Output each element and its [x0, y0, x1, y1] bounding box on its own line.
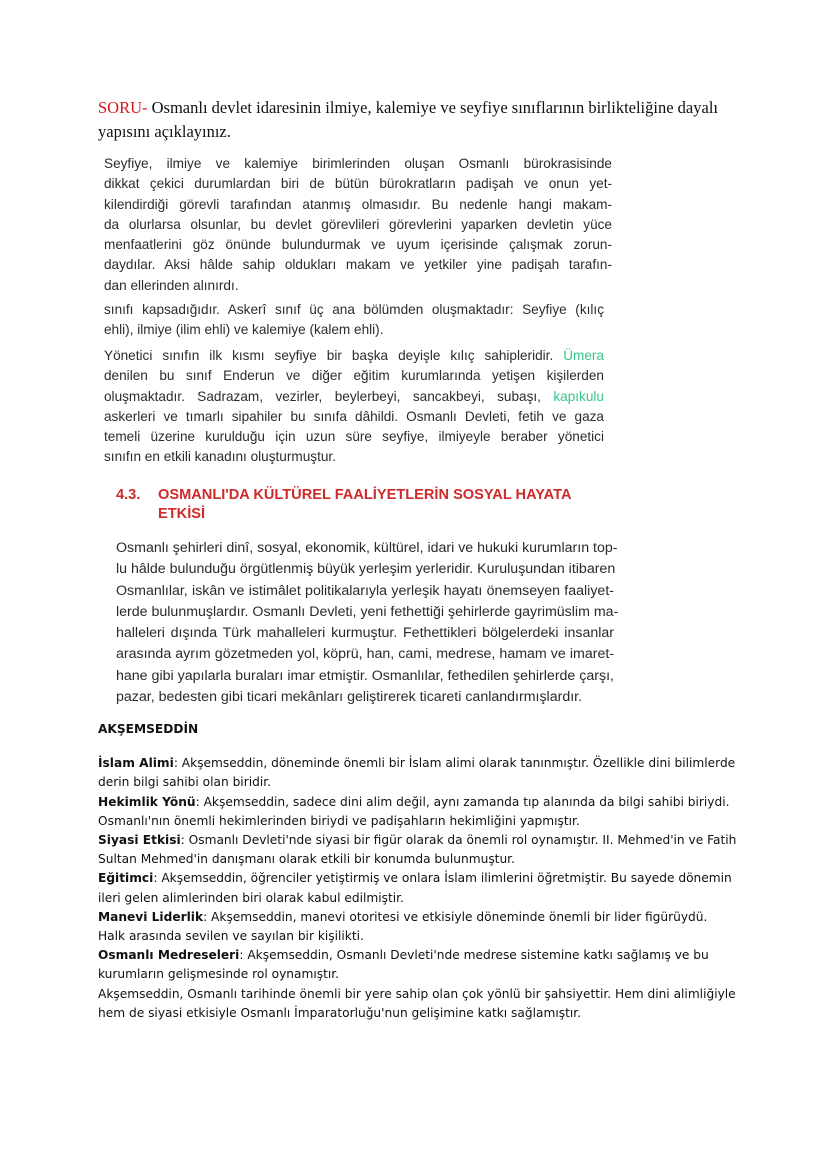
- highlighted-term-kapikulu: kapıkulu: [553, 388, 604, 404]
- biography-item: [98, 946, 738, 984]
- section-number: 4.3.: [116, 487, 141, 503]
- excerpt-line: [104, 346, 604, 366]
- excerpt-line: lerde bulunmuşlardır. Osmanlı Devleti, yeni fethettiği şehirlerde gayrimüslim ma-: [116, 603, 619, 620]
- biography-text: : Akşemseddin, Osmanlı Devleti'nde medrese sistemine katkı sağlamış ve bu kurumların gelişmesinde rol oynamıştır.: [98, 948, 709, 982]
- excerpt-line: sınıfın en etkili kanadını oluşturmuştur.: [104, 449, 336, 465]
- excerpt-line: ehli), ilmiye (ilim ehli) ve kalemiye (kalem ehli).: [104, 322, 384, 338]
- excerpt-line: askerleri ve tımarlı sipahiler bu sınıfa dâhildi. Osmanlı Devleti, fetih ve gaza: [104, 408, 604, 424]
- excerpt-line: dikkat çekici durumlardan biri de bütün bürokratların padişah ve onun yet-: [104, 176, 612, 192]
- excerpt-line: kilendirdiği görevli tarafından atanmış olmasıdır. Bu nedenle hangi makam-: [104, 196, 612, 212]
- excerpt-line: denilen bu sınıf Enderun ve diğer eğitim kurumlarında yetişen kişilerden: [104, 368, 604, 384]
- excerpt-line: sınıfı kapsadığıdır. Askerî sınıf üç ana bölümden oluşmaktadır: Seyfiye (kılıç: [104, 302, 604, 317]
- biography-item: [98, 908, 738, 946]
- textbook-excerpt-bureaucracy: [104, 154, 612, 296]
- biography-item: [98, 754, 738, 792]
- biography-item: [98, 793, 738, 831]
- excerpt-line: temeli üzerine kurulduğu için uzun süre seyfiye, ilmiyeyle beraber yönetici: [104, 429, 604, 445]
- excerpt-line: hane gibi yapılarla buraları imar etmiştir. Osmanlılar, fethedilen şehirlerde çarşı,: [116, 667, 614, 684]
- excerpt-line: lu hâlde bulunduğu örgütlenmiş büyük yerleşim yerleridir. Kuruluşundan itibaren: [116, 561, 616, 578]
- excerpt-line: arasında ayrım gözetmeden yol, köprü, han, cami, medrese, hamam ve imaret-: [116, 646, 614, 663]
- biography-text: : Akşemseddin, öğrenciler yetiştirmiş ve onlara İslam ilimlerini öğretmiştir. Bu sayede dönemin ileri gelen alimlerinden biri olarak kabul edilmiştir.: [98, 871, 732, 905]
- biography-term: Eğitimci: [98, 871, 154, 886]
- excerpt-line: dan ellerinden alınırdı.: [104, 277, 239, 293]
- excerpt-line: pazar, bedesten gibi ticari mekânları geliştirerek ticareti canlandırmışlardır.: [116, 689, 583, 706]
- excerpt-line: [104, 387, 604, 407]
- textbook-excerpt-seyfiye: [104, 346, 604, 468]
- biography-text: : Osmanlı Devleti'nde siyasi bir figür olarak da önemli rol oynamıştır. II. Mehmed'in ve Fatih Sultan Mehmed'in danışmanı olarak etkili bir konumda bulunmuştur.: [98, 833, 737, 867]
- excerpt-line: Osmanlılar, iskân ve istimâlet politikalarıyla yerleşik hayatı önemseyen faaliyet-: [116, 582, 614, 599]
- excerpt-text: Yönetici sınıfın ilk kısmı seyfiye bir başka deyişle kılıç sahipleridir.: [104, 348, 564, 363]
- excerpt-line: menfaatlerini göz önünde bulundurmak ve uyum içerisinde çalışmak zorun-: [104, 237, 612, 253]
- biography-term: Osmanlı Medreseleri: [98, 948, 240, 963]
- biography-title: AKŞEMSEDDİN: [98, 722, 199, 736]
- highlighted-term-umera: Ümera: [563, 348, 604, 363]
- excerpt-line: Osmanlı şehirleri dinî, sosyal, ekonomik, kültürel, idari ve hukuki kurumların top-: [116, 540, 618, 556]
- biography-text: : Akşemseddin, manevi otoritesi ve etkisiyle döneminde önemli bir lider figürüydü. Halk arasında sevilen ve sayılan bir kişilikti.: [98, 909, 708, 944]
- biography-section: [98, 720, 738, 1023]
- biography-text: : Akşemseddin, sadece dini alim değil, aynı zamanda tıp alanında da bilgi sahibi biriydi. Osmanlı'nın önemli hekimlerinden biriydi ve padişahların hekimliğini yapmıştır.: [98, 794, 730, 828]
- excerpt-line: Seyfiye, ilmiye ve kalemiye birimlerinden oluşan Osmanlı bürokrasisinde: [104, 156, 612, 171]
- question-text: [98, 96, 748, 144]
- section-title-line: OSMANLI'DA KÜLTÜREL FAALİYETLERİN SOSYAL HAYATA: [158, 487, 572, 503]
- question-line: yapısını açıklayınız.: [98, 122, 231, 141]
- biography-text: : Akşemseddin, döneminde önemli bir İslam alimi olarak tanınmıştır. Özellikle dini bilimlerde derin bilgi sahibi olan biridir.: [98, 756, 736, 790]
- excerpt-line: da olurlarsa olsunlar, bu devlet görevlileri görevlerini yaparken devletin yüce: [104, 216, 612, 232]
- biography-term: Hekimlik Yönü: [98, 794, 196, 809]
- biography-closing: Akşemseddin, Osmanlı tarihinde önemli bir yere sahip olan çok yönlü bir şahsiyettir. Hem dini alimliğiyle hem de siyasi etkisiyle Osmanlı İmparatorluğu'nun gelişimine katkı sağlamıştır.: [98, 986, 736, 1020]
- biography-item: [98, 831, 738, 869]
- section-title-line: ETKİSİ: [158, 506, 206, 522]
- excerpt-line: daydılar. Aksi hâlde sahip oldukları makam ve yetkiler yine padişah tarafın-: [104, 257, 612, 273]
- excerpt-line: halleleri dışında Türk mahalleleri kurmuştur. Fethettikleri bölgelerdeki insanlar: [116, 625, 614, 642]
- biography-term: Manevi Liderlik: [98, 909, 204, 924]
- question-label: SORU-: [98, 98, 148, 117]
- excerpt-text: oluşmaktadır. Sadrazam, vezirler, beylerbeyi, sancakbeyi, subaşı,: [104, 388, 554, 404]
- section-heading: [116, 486, 616, 524]
- biography-term: Siyasi Etkisi: [98, 833, 181, 848]
- biography-term: İslam Alimi: [98, 756, 174, 771]
- textbook-excerpt-askeri-sinif: [104, 300, 604, 341]
- textbook-excerpt-culture: [116, 538, 619, 708]
- question-line: Osmanlı devlet idaresinin ilmiye, kalemiye ve seyfiye sınıflarının birlikteliğine dayalı: [147, 98, 718, 117]
- biography-item: [98, 869, 738, 907]
